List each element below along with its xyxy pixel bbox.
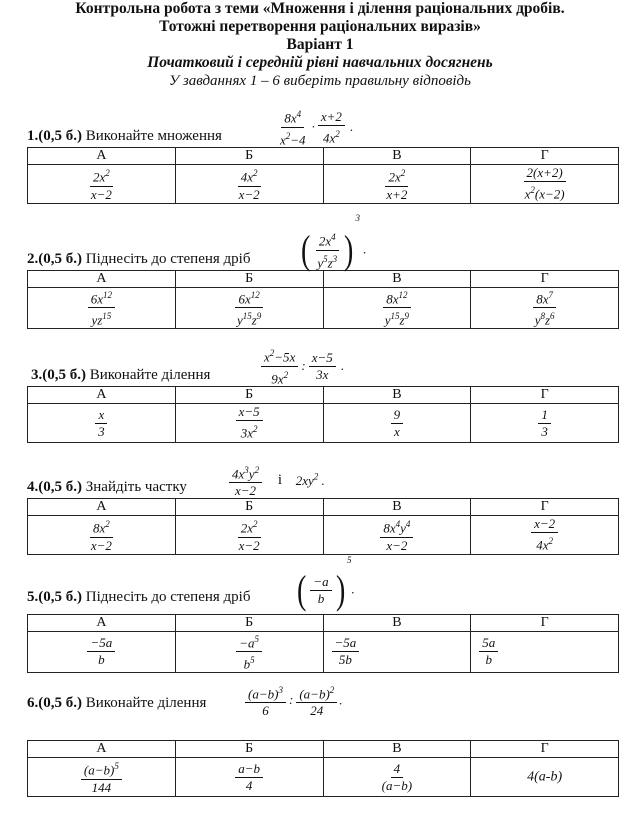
q4-conjunction: і [277, 471, 282, 488]
q1-option-d[interactable]: $\frac{2(x+2)}{x^2(x-2)}$ [471, 165, 619, 204]
q1-option-b[interactable]: $\frac{4x^2}{x-2}$ [175, 165, 323, 204]
q2-col-a: А [28, 271, 176, 288]
q4-option-b[interactable]: $\frac{2x^2}{x-2}$ [175, 516, 323, 555]
q1-number: 1.(0,5 б.) [27, 128, 82, 144]
header-instruction: У завданнях 1 – 6 виберіть правильну відповідь [169, 73, 471, 89]
question-5 [27, 555, 620, 673]
q4-text: Знайдіть частку [85, 479, 187, 495]
q2-expression: ( $\frac{2x^4}{y^5z^3}$ )$^3$ . [300, 213, 367, 272]
q5-col-d: Г [471, 615, 619, 632]
q3-col-c: В [323, 387, 471, 404]
q1-option-a[interactable]: $\frac{2x^2}{x-2}$ [28, 165, 176, 204]
q1-col-b: Б [175, 148, 323, 165]
q3-number: 3.(0,5 б.) [31, 367, 86, 383]
q6-text: Виконайте ділення [85, 695, 207, 711]
q1-expression: $\frac{8x^4}{x^2-4}$ · $\frac{x+2}{4x^2}$ . [280, 108, 354, 147]
q3-col-d: Г [471, 387, 619, 404]
q2-col-c: В [323, 271, 471, 288]
q3-option-a[interactable]: $\frac{x}{3}$ [28, 404, 176, 443]
q5-option-a[interactable]: $\frac{-5a}{b}$ [28, 632, 176, 673]
q6-number: 6.(0,5 б.) [27, 695, 82, 711]
q4-col-b: Б [175, 499, 323, 516]
question-3 [27, 342, 620, 443]
q2-col-b: Б [175, 271, 323, 288]
header-title-line1: Контрольна робота з теми «Множення і ділення раціональних дробів. [75, 0, 565, 17]
q6-col-a: А [28, 741, 176, 758]
header-variant: Варіант 1 [286, 36, 354, 53]
q2-col-d: Г [471, 271, 619, 288]
q1-option-c[interactable]: $\frac{2x^2}{x+2}$ [323, 165, 471, 204]
q6-col-d: Г [471, 741, 619, 758]
q5-text: Піднесіть до степеня дріб [85, 589, 251, 605]
q2-text: Піднесіть до степеня дріб [85, 251, 251, 267]
q3-option-d[interactable]: $\frac{1}{3}$ [471, 404, 619, 443]
header [0, 0, 640, 90]
q2-answer-table [27, 270, 619, 329]
q4-expression: $\frac{4x^3y^2}{x-2}$ і $2xy^2$ . [227, 463, 325, 498]
q3-option-b[interactable]: $\frac{x-5}{3x^2}$ [175, 404, 323, 443]
q5-answer-table [27, 614, 619, 673]
q6-col-c: В [323, 741, 471, 758]
q5-col-a: А [28, 615, 176, 632]
q1-col-d: Г [471, 148, 619, 165]
header-title-line2: Тотожні перетворення раціональних виразів» [159, 18, 481, 35]
q6-expression: $\frac{(a-b)^3}{6}$ : $\frac{(a-b)^2}{24}$ . [243, 683, 343, 718]
q4-col-a: А [28, 499, 176, 516]
q6-option-a[interactable]: $\frac{(a-b)^5}{144}$ [28, 758, 176, 797]
q5-expression: ( $\frac{-a}{b}$ )$^5$. [296, 555, 355, 612]
q6-option-b[interactable]: $\frac{a-b}{4}$ [175, 758, 323, 797]
q2-option-d[interactable]: $\frac{8x^7}{y^8z^6}$ [471, 288, 619, 329]
question-1 [27, 103, 620, 204]
q5-col-b: Б [175, 615, 323, 632]
question-4 [27, 452, 620, 555]
q5-col-c: В [323, 615, 471, 632]
q2-option-c[interactable]: $\frac{8x^{12}}{y^{15}z^9}$ [323, 288, 471, 329]
q5-option-b[interactable]: $\frac{-a^5}{b^5}$ [175, 632, 323, 673]
q1-text: Виконайте множення [85, 128, 222, 144]
question-2 [27, 213, 620, 329]
q6-col-b: Б [175, 741, 323, 758]
q3-col-b: Б [175, 387, 323, 404]
q3-answer-table [27, 386, 619, 443]
q5-option-d[interactable]: $\frac{5a}{b}$ [471, 632, 619, 673]
q3-text: Виконайте ділення [89, 367, 211, 383]
q4-option-a[interactable]: $\frac{8x^2}{x-2}$ [28, 516, 176, 555]
q2-option-a[interactable]: $\frac{6x^{12}}{yz^{15}}$ [28, 288, 176, 329]
q1-col-a: А [28, 148, 176, 165]
q4-col-c: В [323, 499, 471, 516]
q4-col-d: Г [471, 499, 619, 516]
q1-answer-table [27, 147, 619, 204]
q3-expression: $\frac{x^2-5x}{9x^2}$ : $\frac{x-5}{3x}$ . [259, 346, 344, 386]
q6-option-d-text: 4(a-b) [527, 769, 563, 785]
q6-answer-table [27, 740, 619, 797]
q4-option-d[interactable]: $\frac{x-2}{4x^2}$ [471, 516, 619, 555]
question-6 [27, 680, 620, 797]
q5-number: 5.(0,5 б.) [27, 589, 82, 605]
q6-option-c[interactable]: $\frac{4}{(a-b)}$ [323, 758, 471, 797]
q1-col-c: В [323, 148, 471, 165]
q2-option-b[interactable]: $\frac{6x^{12}}{y^{15}z^9}$ [175, 288, 323, 329]
q3-col-a: А [28, 387, 176, 404]
q4-number: 4.(0,5 б.) [27, 479, 82, 495]
q3-option-c[interactable]: $\frac{9}{x}$ [323, 404, 471, 443]
q5-option-c[interactable]: $\frac{-5a}{5b}$ [323, 632, 471, 673]
header-level: Початковий і середній рівні навчальних досягнень [147, 54, 493, 71]
q2-number: 2.(0,5 б.) [27, 251, 82, 267]
q4-option-c[interactable]: $\frac{8x^4y^4}{x-2}$ [323, 516, 471, 555]
q4-answer-table [27, 498, 619, 555]
q6-option-d[interactable] [471, 758, 619, 797]
